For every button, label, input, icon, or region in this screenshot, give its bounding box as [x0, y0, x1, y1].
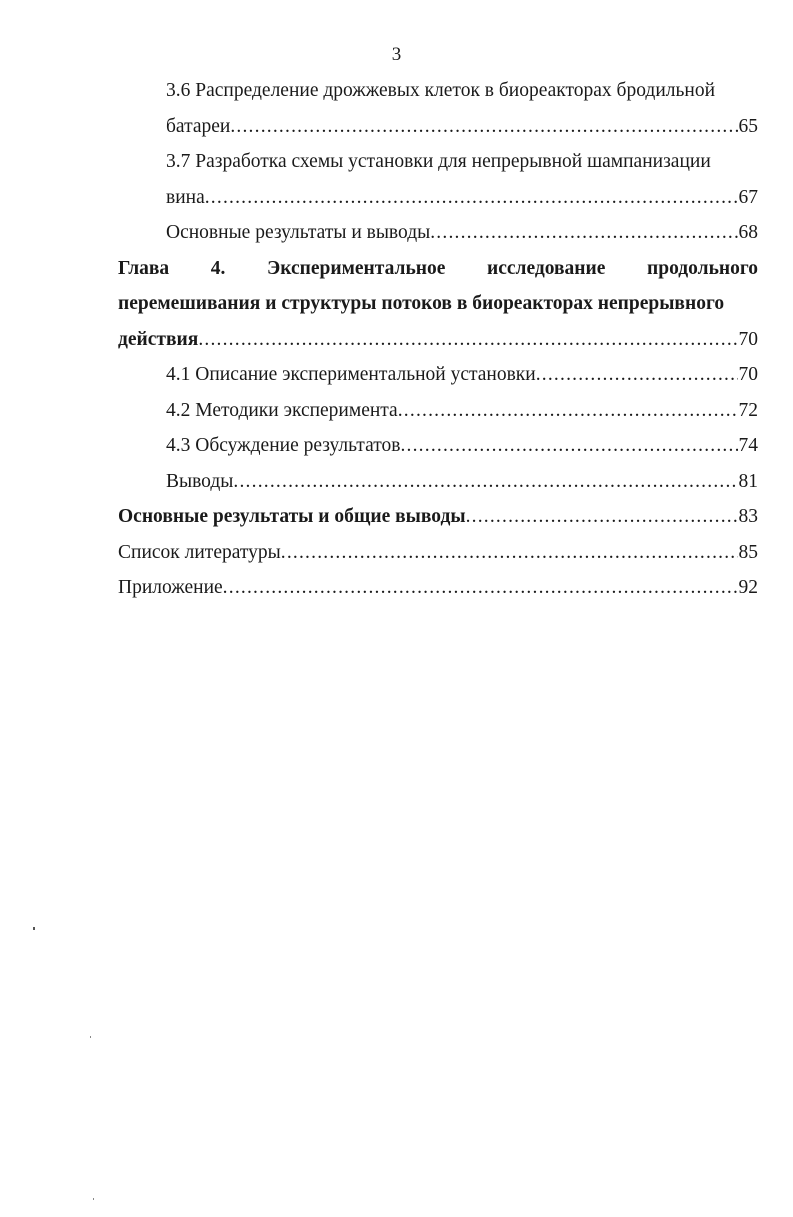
scan-speck — [33, 927, 35, 930]
dot-leader — [230, 109, 737, 145]
toc-3-6-title-cont: батареи — [166, 115, 231, 137]
toc-3-6-title: 3.6 Распределение дрожжевых клеток в биореакторах бродильной — [166, 80, 715, 101]
toc-chapter-4-word-4: исследование — [487, 257, 606, 279]
toc-3-7-title: 3.7 Разработка схемы установки для непрерывной шампанизации — [166, 151, 711, 172]
toc-4-3 — [118, 428, 758, 464]
toc-ch4-conclusions-title: Выводы — [166, 470, 234, 492]
toc-ch4-conclusions-page: 81 — [738, 470, 758, 492]
toc-4-3-page: 74 — [738, 435, 758, 456]
toc-general-conclusions-title: Основные результаты и общие выводы — [118, 506, 466, 527]
toc-appendix-page: 92 — [738, 577, 758, 598]
dot-leader — [430, 215, 737, 251]
toc-4-1 — [118, 357, 758, 393]
toc-3-7-line-1 — [118, 144, 758, 180]
toc-3-6-line-2 — [118, 109, 758, 145]
toc-general-conclusions-page: 83 — [738, 506, 758, 527]
toc-chapter-4-word-3: Экспериментальное — [267, 257, 446, 279]
toc-4-2 — [118, 393, 758, 429]
toc-3-7-title-cont: вина — [166, 186, 205, 208]
dot-leader — [400, 428, 737, 464]
scan-speck — [93, 1198, 94, 1200]
toc-chapter-4-title-end: действия — [118, 328, 199, 350]
table-of-contents — [118, 73, 758, 606]
dot-leader — [233, 464, 737, 500]
toc-chapter-4-line-2 — [118, 286, 758, 322]
toc-3-6-page: 65 — [738, 115, 758, 137]
toc-chapter-4-page: 70 — [738, 328, 758, 350]
toc-chapter-4-word-1: Глава — [118, 257, 170, 279]
dot-leader — [205, 180, 738, 216]
toc-ch4-conclusions — [118, 464, 758, 500]
toc-4-1-title: 4.1 Описание экспериментальной установки — [166, 364, 536, 385]
toc-3-6-line-1 — [118, 73, 758, 109]
dot-leader — [536, 357, 738, 393]
page-number: 3 — [391, 44, 402, 65]
dot-leader — [281, 535, 738, 571]
dot-leader — [466, 499, 738, 535]
toc-4-1-page: 70 — [738, 364, 758, 385]
dot-leader — [198, 322, 737, 358]
toc-4-2-title: 4.2 Методики эксперимента — [166, 399, 398, 421]
toc-chapter-4-line-1 — [118, 251, 758, 287]
toc-4-3-title: 4.3 Обсуждение результатов — [166, 435, 401, 456]
toc-chapter-4-word-5: продольного — [647, 257, 758, 279]
toc-3-7-page: 67 — [738, 186, 758, 208]
toc-chapter-4-word-2: 4. — [210, 257, 226, 279]
dot-leader — [223, 570, 738, 606]
toc-appendix — [118, 570, 758, 606]
scan-speck — [90, 1036, 91, 1038]
toc-literature — [118, 535, 758, 571]
toc-chapter-4-line-3 — [118, 322, 758, 358]
toc-4-2-page: 72 — [738, 399, 758, 421]
toc-ch3-results-page: 68 — [738, 222, 758, 243]
toc-ch3-results-title: Основные результаты и выводы — [166, 222, 431, 243]
toc-general-conclusions — [118, 499, 758, 535]
toc-appendix-title: Приложение — [118, 577, 223, 598]
toc-literature-page: 85 — [738, 541, 758, 563]
toc-literature-title: Список литературы — [118, 541, 281, 563]
toc-3-7-line-2 — [118, 180, 758, 216]
toc-chapter-4-title-cont: перемешивания и структуры потоков в биореакторах непрерывного — [118, 293, 725, 314]
dot-leader — [398, 393, 738, 429]
toc-ch3-results — [118, 215, 758, 251]
